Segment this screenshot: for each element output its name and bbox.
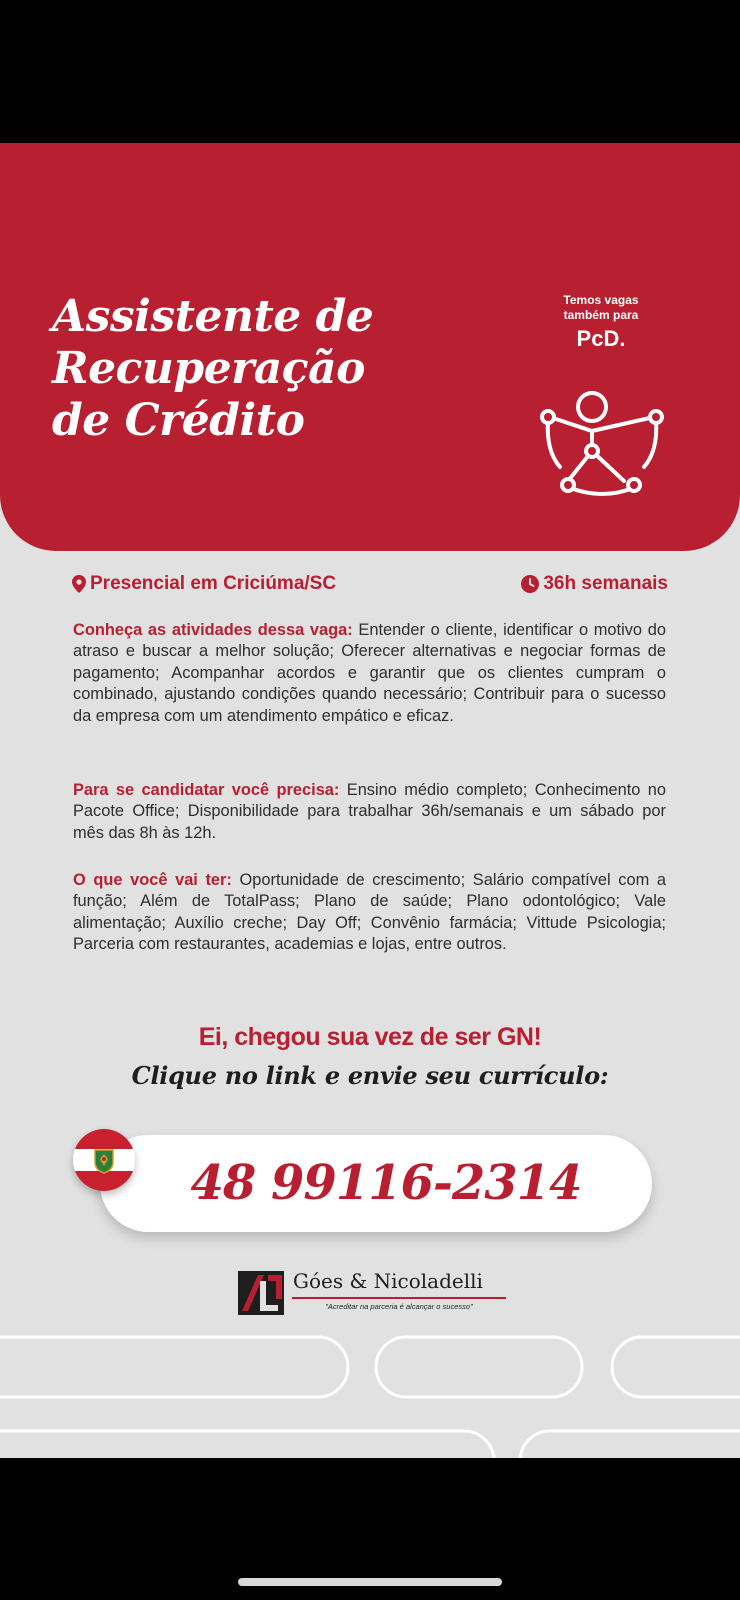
gn-logo-icon (238, 1271, 284, 1315)
activities-text: Entender o cliente, identificar o motivo do atraso e buscar a melhor solução; Oferecer alternativas e negociar formas de pagamento; Acompanhar acordos e garantir que os clientes cumpram o combinado, ajustando condições quando necessário; Contribuir para o sucesso da empresa com um atendimento empático e eficaz. (73, 621, 666, 725)
pcd-text-2: também para (563, 308, 639, 322)
home-indicator[interactable] (238, 1578, 502, 1586)
top-black-bar (0, 0, 740, 143)
header-banner (0, 143, 740, 551)
requirements-label: Para se candidatar você precisa: (73, 781, 340, 799)
job-title-line-2: Recuperação (52, 343, 365, 394)
hours-info (521, 573, 668, 595)
clock-icon (521, 575, 539, 593)
cta-subheadline: Clique no link e envie seu currículo: (131, 1061, 609, 1090)
pcd-text-1: Temos vagas (563, 293, 639, 307)
map-pin-icon (72, 575, 86, 593)
company-underline (292, 1297, 506, 1299)
hours-text: 36h semanais (543, 573, 668, 594)
activities-paragraph (73, 620, 666, 727)
location-text: Presencial em Criciúma/SC (90, 573, 337, 594)
pcd-notice (540, 293, 662, 353)
cta-headline: Ei, chegou sua vez de ser GN! (198, 1023, 542, 1051)
company-slogan: "Acreditar na parceria é alcançar o sucesso" (325, 1302, 473, 1311)
requirements-paragraph (73, 780, 666, 844)
location-info (72, 573, 336, 595)
job-poster (0, 143, 740, 1458)
activities-label: Conheça as atividades dessa vaga: (73, 621, 353, 639)
phone-number[interactable]: 48 99116-2314 (190, 1155, 582, 1211)
accessibility-icon (538, 381, 666, 497)
benefits-paragraph (73, 870, 666, 956)
requirements-text: Ensino médio completo; Conhecimento no Pacote Office; Disponibilidade para trabalhar 36h/semanais e um sábado por mês das 8h às 12h. (73, 781, 666, 842)
pcd-text-big: PcD. (576, 326, 626, 351)
company-name: Góes & Nicoladelli (293, 1269, 483, 1293)
benefits-text: Oportunidade de crescimento; Salário compatível com a função; Além de TotalPass; Plano de saúde; Plano odontológico; Vale alimentação; Auxílio creche; Day Off; Convênio farmácia; Vittude Psicologia; Parceria com restaurantes, academias e lojas, entre outros. (73, 871, 666, 954)
job-info-row (72, 573, 668, 601)
job-title (52, 291, 472, 447)
job-title-line-1: Assistente de (52, 291, 374, 342)
benefits-label: O que você vai ter: (73, 871, 232, 889)
santa-catarina-flag-icon (73, 1129, 135, 1191)
job-title-line-3: de Crédito (52, 395, 305, 446)
decorative-pill-outlines (0, 1323, 740, 1458)
